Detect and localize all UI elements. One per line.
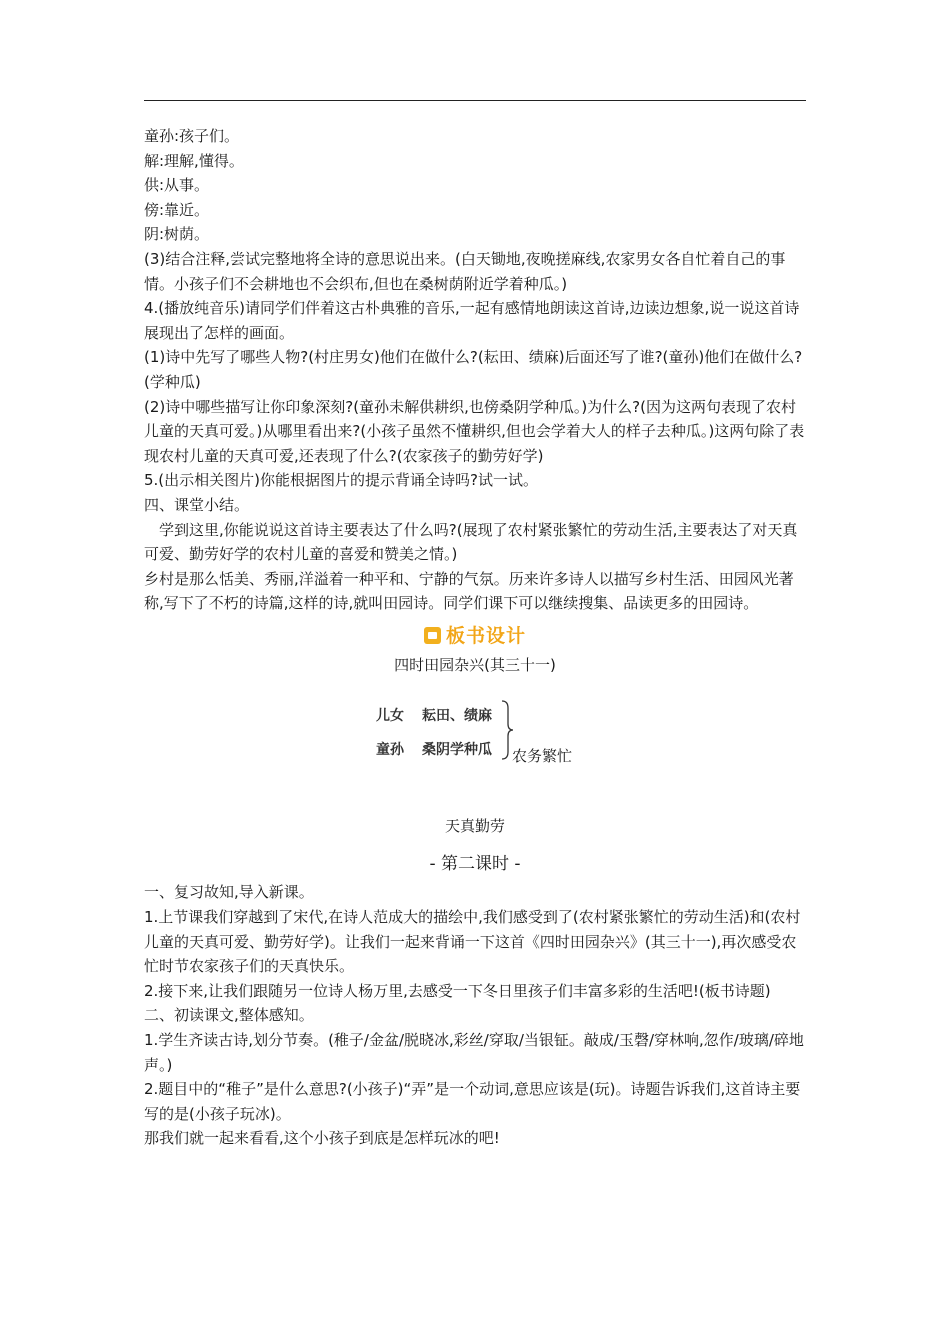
paragraph: 4.(播放纯音乐)请同学们伴着这古朴典雅的音乐,一起有感情地朗读这首诗,边读边想象,说一说这首诗展现出了怎样的画面。 <box>144 299 800 342</box>
paragraph: 解:理解,懂得。 <box>144 151 244 170</box>
paragraph: 童孙:孩子们。 <box>144 127 240 145</box>
section-heading: 二、初读课文,整体感知。 <box>144 1006 314 1025</box>
board-row-what: 桑阴学种瓜 <box>422 741 492 758</box>
paragraph: 供:从事。 <box>144 176 210 195</box>
paragraph: (1)诗中先写了哪些人物?(村庄男女)他们在做什么?(耘田、绩麻)后面还写了谁?(童孙)他们在做什么?(学种瓜) <box>144 348 803 391</box>
paragraph: (3)结合注释,尝试完整地将全诗的意思说出来。(白天锄地,夜晚搓麻线,农家男女各自忙着自己的事情。小孩子们不会耕地也不会织布,但也在桑树荫附近学着种瓜。) <box>144 249 786 293</box>
paragraph: 5.(出示相关图片)你能根据图片的提示背诵全诗吗?试一试。 <box>144 471 538 490</box>
board-row-who: 儿女 <box>376 707 404 724</box>
summary-paragraph: 学到这里,你能说说这首诗主要表达了什么吗?(展现了农村紧张繁忙的劳动生活,主要表达了对天真可爱、勤劳好学的农村儿童的喜爱和赞美之情。) <box>144 520 798 564</box>
board-poem-title: 四时田园杂兴(其三十一) <box>394 655 556 674</box>
paragraph: 2.题目中的“稚子”是什么意思?(小孩子)“弄”是一个动词,意思应该是(玩)。诗题告诉我们,这首诗主要写的是(小孩子玩冰)。 <box>144 1080 801 1123</box>
board-summary: 天真勤劳 <box>444 816 505 835</box>
paragraph: 傍:靠近。 <box>144 200 210 219</box>
section-heading: 四、课堂小结。 <box>144 495 250 514</box>
board-row-who: 童孙 <box>376 741 404 758</box>
board-icon <box>424 627 441 644</box>
paragraph: 2.接下来,让我们跟随另一位诗人杨万里,去感受一下冬日里孩子们丰富多彩的生活吧!(板书诗题) <box>144 981 771 1000</box>
board-row <box>376 704 492 729</box>
paragraph: 1.学生齐读古诗,划分节奏。(稚子/金盆/脱晓冰,彩丝/穿取/当银钲。敲成/玉磬/穿林响,忽作/玻璃/碎地声。) <box>144 1031 804 1074</box>
board-heading <box>424 622 526 650</box>
document-body <box>144 124 806 1151</box>
board-heading-text: 板书设计 <box>446 624 527 647</box>
paragraph: 阴:树荫。 <box>144 225 210 244</box>
paragraph: 1.上节课我们穿越到了宋代,在诗人范成大的描绘中,我们感受到了(农村紧张繁忙的劳动生活)和(农村儿童的天真可爱、勤劳好学)。让我们一起来背诵一下这首《四时田园杂兴》(其三十一),再次感受农忙时节农家孩子们的天真快乐。 <box>144 908 801 976</box>
board-row <box>376 738 492 763</box>
section-heading: 一、复习故知,导入新课。 <box>144 883 314 902</box>
header-rule <box>144 100 806 101</box>
board-row-what: 耘田、绩麻 <box>422 707 492 724</box>
closing-paragraph: 乡村是那么恬美、秀丽,洋溢着一种平和、宁静的气氛。历来许多诗人以描写乡村生活、田园风光著称,写下了不朽的诗篇,这样的诗,就叫田园诗。同学们课下可以继续搜集、品读更多的田园诗。 <box>144 569 794 613</box>
board-design <box>144 616 806 848</box>
lesson-title: - 第二课时 - <box>429 853 521 874</box>
board-brace-label: 农务繁忙 <box>512 746 573 765</box>
paragraph: (2)诗中哪些描写让你印象深刻?(童孙未解供耕织,也傍桑阴学种瓜。)为什么?(因为这两句表现了农村儿童的天真可爱。)从哪里看出来?(小孩子虽然不懂耕织,但也会学着大人的样子去种瓜。)这两句除了表现农村儿童的天真可爱,还表现了什么?(农家孩子的勤劳好学) <box>144 397 805 465</box>
paragraph: 那我们就一起来看看,这个小孩子到底是怎样玩冰的吧! <box>144 1129 500 1148</box>
